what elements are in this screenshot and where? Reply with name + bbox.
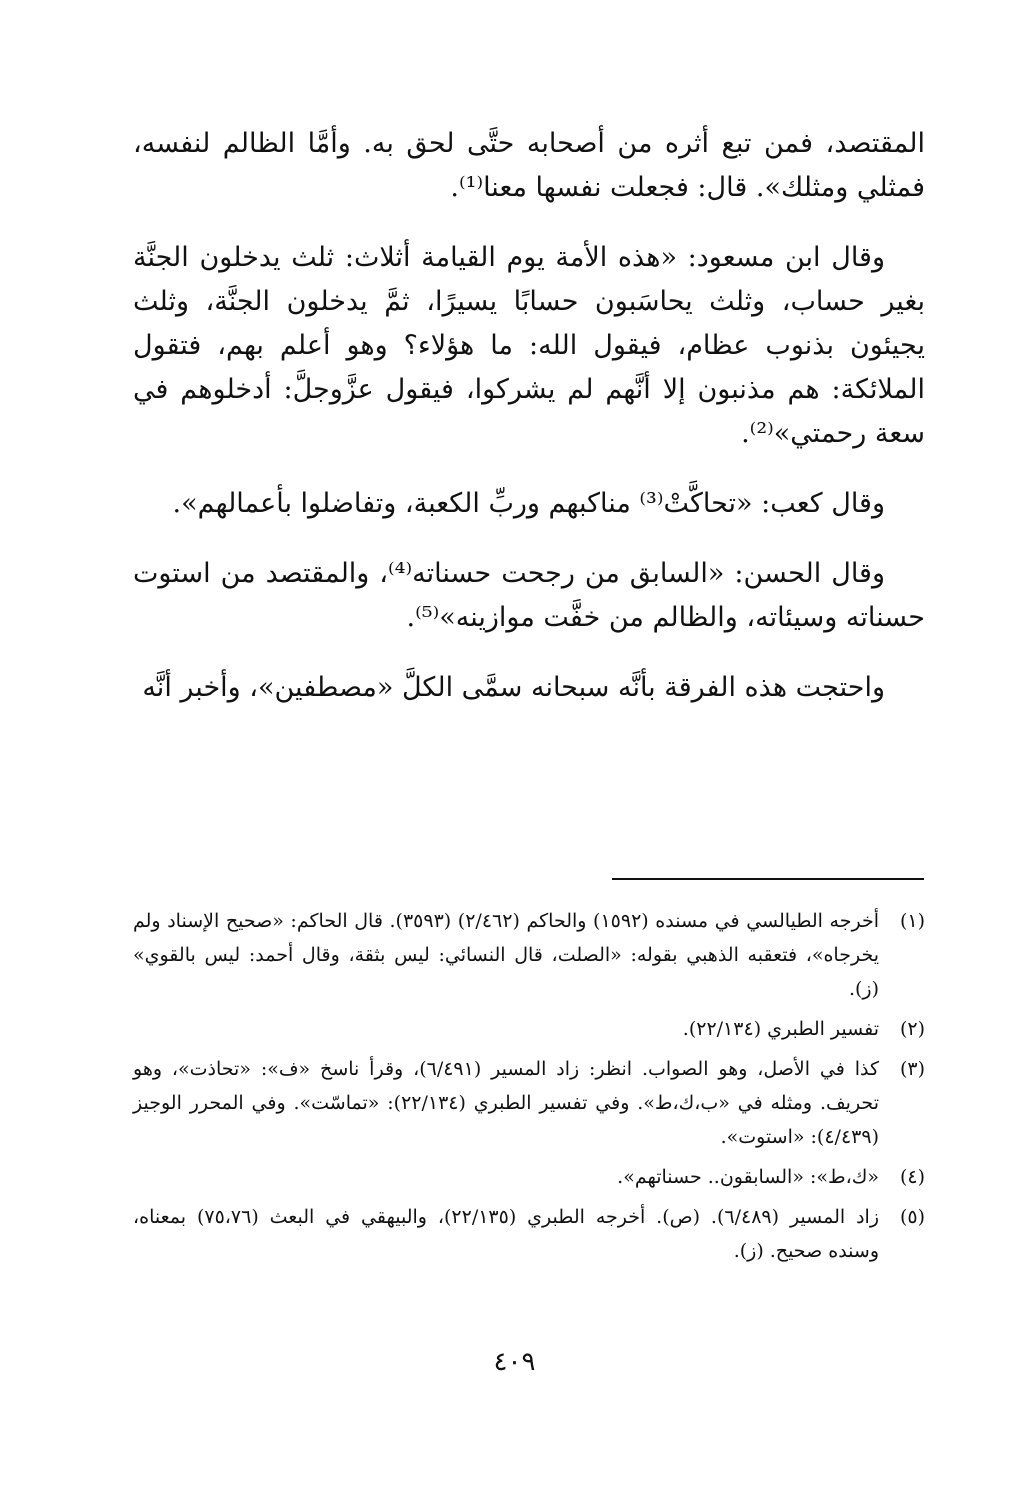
paragraph-5: واحتجت هذه الفرقة بأنَّه سبحانه سمَّى الكلَّ «مصطفين»، وأخبر أنَّه: [142, 672, 885, 703]
footnote-number: (٤): [899, 1166, 925, 1188]
paragraph-1: المقتصد، فمن تبع أثره من أصحابه حتَّى لحق به. وأمَّا الظالم لنفسه، فمثلي ومثلك». قال: فجعلت نفسها معنا⁽¹⁾.: [133, 128, 925, 203]
footnote-3: [133, 1052, 925, 1154]
page-number: ٤٠٩: [493, 1347, 536, 1377]
paragraph-4: وقال الحسن: «السابق من رجحت حسناته⁽⁴⁾، والمقتصد من استوت حسناته وسيئاته، والظالم من خفَّت موازينه»⁽⁵⁾.: [133, 558, 925, 633]
footnotes: [133, 904, 925, 1274]
footnote-4: [133, 1160, 925, 1194]
footnote-text: زاد المسير (٦/٤٨٩). (ص). أخرجه الطبري (٢٢/١٣٥)، والبيهقي في البعث (٧٥،٧٦) بمعناه، وسنده صحيح. (ز).: [133, 1206, 879, 1262]
footnote-number: (٥): [899, 1206, 925, 1228]
footnote-text: تفسير الطبري (٢٢/١٣٤).: [682, 1018, 879, 1040]
footnote-number: (٢): [899, 1018, 925, 1040]
footnote-5: [133, 1200, 925, 1268]
footnote-2: [133, 1012, 925, 1046]
footnote-text: «ك،ط»: «السابقون.. حسناتهم».: [617, 1166, 879, 1188]
footnote-text: أخرجه الطيالسي في مسنده (١٥٩٢) والحاكم (٢/٤٦٢) (٣٥٩٣). قال الحاكم: «صحيح الإسناد ولم يخرجاه»، فتعقبه الذهبي بقوله: «الصلت، قال النسائي: ليس بثقة، وقال أحمد: ليس بالقوي» (ز).: [133, 910, 879, 1000]
footnote-number: (١): [899, 910, 925, 932]
paragraph-3: وقال كعب: «تحاكَّتْ⁽³⁾ مناكبهم وربِّ الكعبة، وتفاضلوا بأعمالهم».: [172, 488, 885, 519]
footnote-number: (٣): [899, 1058, 925, 1080]
main-text: [133, 122, 925, 736]
footnote-text: كذا في الأصل، وهو الصواب. انظر: زاد المسير (٦/٤٩١)، وقرأ ناسخ «ف»: «تحاذت»، وهو تحريف. ومثله في «ب،ك،ط». وفي تفسير الطبري (٢٢/١٣٤): «تماسّت». وفي المحرر الوجيز (٤/٤٣٩): «استوت».: [133, 1058, 879, 1148]
footnote-separator: [612, 878, 924, 880]
paragraph-2: وقال ابن مسعود: «هذه الأمة يوم القيامة أثلاث: ثلث يدخلون الجنَّة بغير حساب، وثلث يحاسَبون حسابًا يسيرًا، ثمَّ يدخلون الجنَّة، وثلث يجيئون بذنوب عظام، فيقول الله: ما هؤلاء؟ وهو أعلم بهم، فتقول الملائكة: هم مذنبون إلا أنَّهم لم يشركوا، فيقول عزَّوجلَّ: أدخلوهم في سعة رحمتي»⁽²⁾.: [133, 242, 925, 449]
footnote-1: [133, 904, 925, 1006]
